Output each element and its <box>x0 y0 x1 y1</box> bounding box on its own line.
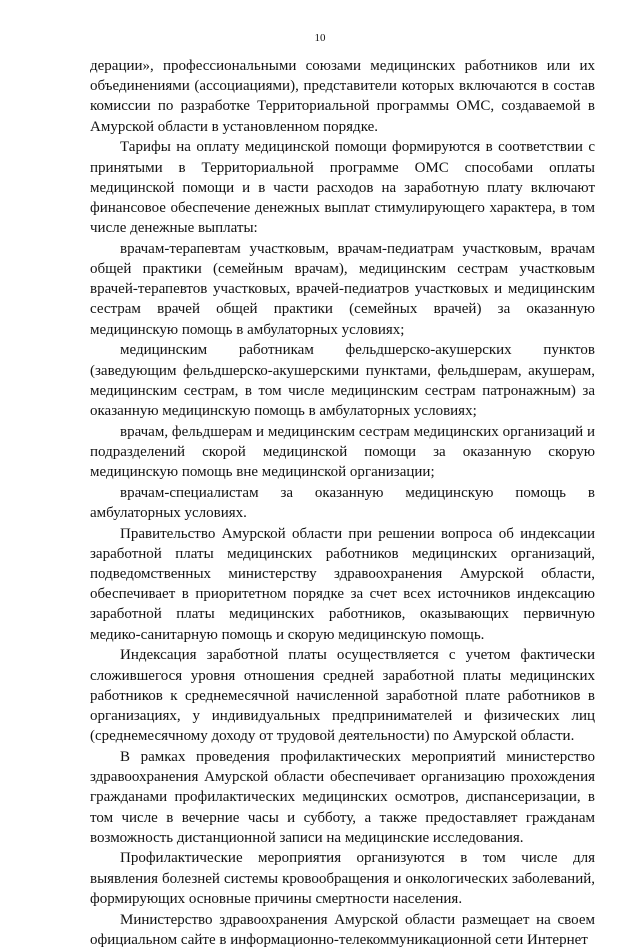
paragraph-tariffs: Тарифы на оплату медицинской помощи формируются в соответствии с принятыми в Территориальной программе ОМС способами оплаты медицинской помощи и в части расходов на заработную плату включают финансовое обеспечение денежных выплат стимулирующего характера, в том числе денежные выплаты: <box>90 139 595 237</box>
paragraph-list-item: врачам-специалистам за оказанную медицинскую помощь в амбулаторных условиях. <box>90 484 595 521</box>
page-number: 10 <box>314 32 326 44</box>
paragraph-ministry-website: Министерство здравоохранения Амурской области размещает на своем официальном сайте в информационно-телекоммуникационной сети Интернет <box>90 911 595 948</box>
paragraph-list-item: врачам-терапевтам участковым, врачам-педиатрам участковым, врачам общей практики (семейным врачам), медицинским сестрам участковым врачей-терапевтов участковых, врачей-педиатров участковых и медицинским сестрам врачей общей практики (семейных врачей) за оказанную медицинскую помощь в амбулаторных условиях; <box>90 240 595 338</box>
paragraph-continuation: дерации», профессиональными союзами медицинских работников или их объединениями (ассоциациями), представители которых включаются в состав комиссии по разработке Территориальной программы ОМС, создаваемой в Амурской области в установленном порядке. <box>90 58 595 135</box>
paragraph-list-item: медицинским работникам фельдшерско-акушерских пунктов (заведующим фельдшерско-акушерскими пунктами, фельдшерам, акушерам, медицинским сестрам, в том числе медицинским сестрам патронажным) за оказанную медицинскую помощь в амбулаторных условиях; <box>90 342 595 419</box>
paragraph-prevention-goals: Профилактические мероприятия организуются в том числе для выявления болезней системы кровообращения и онкологических заболеваний, формирующих основные причины смертности населения. <box>90 850 595 907</box>
document-body <box>90 56 595 950</box>
paragraph-government: Правительство Амурской области при решении вопроса об индексации заработной платы медицинских работников медицинских организаций, подведомственных министерству здравоохранения Амурской области, обеспечивает в приоритетном порядке за счет всех источников индексацию заработной платы медицинских работников, оказывающих первичную медико-санитарную помощь и скорую медицинскую помощь. <box>90 525 595 643</box>
paragraph-indexation: Индексация заработной платы осуществляется с учетом фактически сложившегося уровня отношения средней заработной платы медицинских работников к среднемесячной начисленной заработной плате работников в организациях, у индивидуальных предпринимателей и физических лиц (среднемесячному доходу от трудовой деятельности) по Амурской области. <box>90 647 595 745</box>
paragraph-prevention: В рамках проведения профилактических мероприятий министерство здравоохранения Амурской области обеспечивает организацию прохождения гражданами профилактических медицинских осмотров, диспансеризации, в том числе в вечерние часы и субботу, а также предоставляет гражданам возможность дистанционной записи на медицинские исследования. <box>90 748 595 846</box>
paragraph-list-item: врачам, фельдшерам и медицинским сестрам медицинских организаций и подразделений скорой медицинской помощи за оказанную скорую медицинскую помощь вне медицинской организации; <box>90 423 595 481</box>
